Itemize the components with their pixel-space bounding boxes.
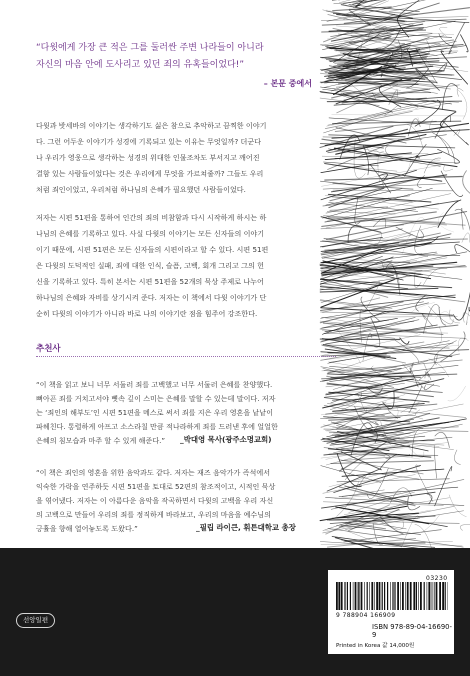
publisher-logo: 선앙일편 — [16, 613, 55, 628]
barcode-box — [328, 570, 454, 654]
text-line: “이 책을 읽고 보니 너무 서둘러 죄를 고백했고 너무 서둘러 은혜를 찬양했다. — [36, 380, 273, 389]
recommendation-heading: 추천사 — [36, 344, 61, 354]
text-line: 은혜의 침모습과 마주 할 수 있게 해준다.” — [36, 436, 166, 445]
text-line: 뼈아픈 죄를 거치고서야 뼛속 깊이 스미는 은혜를 말할 수 있는데 말이다. 저자 — [36, 394, 276, 403]
price: Printed in Korea 값 14,000원 — [336, 643, 415, 649]
text-line: 익숙한 가락을 연주하듯 시편 51편을 토대로 52편의 참조적이고, 시적인 묵상 — [36, 482, 276, 491]
pull-quote-line-2: 자신의 마음 안에 도사리고 있던 죄의 유혹들이었다!” — [36, 60, 245, 70]
text-line: 신을 기록하고 있다. 특히 본서는 시편 51편을 52개의 묵상 주제로 나누어 — [36, 277, 264, 286]
text-line: 은 다윗의 도덕적인 실패, 죄에 대한 인식, 슬픔, 고백, 회개 그리고 그의 헌 — [36, 261, 264, 270]
abstract-line-art — [318, 0, 470, 548]
recommender-signature-2: _필립 라이큰, 휘튼대학교 총장 — [196, 523, 296, 532]
text-line: 긍휼을 향해 열어놓도록 도왔다.” — [36, 524, 138, 533]
text-line: 파헤친다. 통렬하게 아프고 소스라칠 만큼 적나라하게 죄를 드러낸 후에 얼얼한 — [36, 422, 278, 431]
text-line: 처럼 죄인이었고, 우리처럼 하나님의 은혜가 필요했던 사람들이었다. — [36, 185, 246, 194]
recommender-signature-1: _박대영 목사(광주소명교회) — [180, 435, 272, 444]
text-line: 순히 다윗의 이야기가 아니라 바로 나의 이야기란 점을 힘주어 강조한다. — [36, 309, 258, 318]
text-line: “이 책은 죄인의 영혼을 위한 음악과도 같다. 저자는 재즈 음악가가 즉석에서 — [36, 468, 271, 477]
barcode-bars — [336, 582, 448, 610]
text-line: 이기 때문에, 시편 51편은 모든 신자들의 시편이라고 할 수 있다. 시편 51편 — [36, 245, 269, 254]
text-line: 결함 있는 사람들이었다는 것은 우리에게 무엇을 가르쳐줄까? 그들도 우리 — [36, 169, 264, 178]
quote-source: – 본문 중에서 — [263, 79, 312, 88]
price-code: 03230 — [426, 575, 448, 582]
text-line: 저자는 시편 51편을 통하여 인간의 죄의 비참함과 다시 시작하게 하시는 하 — [36, 213, 267, 222]
section-divider — [36, 356, 336, 357]
text-line: 다. 그런 어두운 이야기가 성경에 기록되고 있는 이유는 무엇일까? 더군다 — [36, 137, 262, 146]
pull-quote — [36, 40, 336, 74]
text-line: 을 엮어냈다. 저자는 이 아름다운 음악을 작곡하면서 다윗의 고백을 우리 자신 — [36, 496, 274, 505]
text-line: 나 우리가 영웅으로 생각하는 성경의 위대한 인물조차도 부서지고 깨어진 — [36, 153, 260, 162]
isbn: ISBN 978-89-04-16690-9 — [372, 623, 452, 639]
text-line: 하나님의 은혜와 자비를 상기시켜 준다. 저자는 이 책에서 다윗 이야기가 단 — [36, 293, 267, 302]
pull-quote-line-1: “다윗에게 가장 큰 적은 그를 둘러싼 주변 나라들이 아니라 — [36, 43, 264, 53]
barcode-number: 9 788904 166909 — [336, 612, 396, 619]
intro-paragraph-1 — [36, 118, 336, 198]
intro-paragraph-2 — [36, 210, 336, 322]
text-line: 의 고백으로 만들어 우리의 죄를 정직하게 바라보고, 우리의 마음을 예수님의 — [36, 510, 271, 519]
text-line: 나님의 은혜를 기록하고 있다. 사실 다윗의 이야기는 모든 신자들의 이야기 — [36, 229, 265, 238]
text-line: 다윗과 밧세바의 이야기는 생각하기도 싫은 참으로 추악하고 끔찍한 이야기 — [36, 121, 267, 130]
text-line: 는 ‘죄인의 해부도’인 시편 51편을 메스로 써서 죄를 지은 우리 영혼을 낱낱이 — [36, 408, 274, 417]
